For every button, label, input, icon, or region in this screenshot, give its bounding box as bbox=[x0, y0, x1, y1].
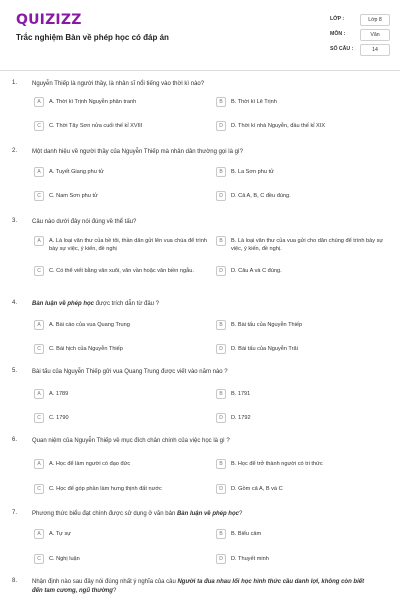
question-text-part: Một danh hiệu về người thầy của Nguyễn Thiếp mà nhân dân thường gọi là gì? bbox=[32, 149, 243, 155]
option-letter-box: A bbox=[34, 529, 44, 539]
question-number: 3. bbox=[12, 218, 18, 224]
option-label: C. Nghị luận bbox=[49, 556, 80, 562]
question-number: 8. bbox=[12, 578, 18, 584]
option-label: C. 1790 bbox=[49, 415, 69, 421]
question-text-emphasis: Bàn luận về phép học bbox=[176, 511, 239, 517]
option-label: B. Học để trở thành người có tri thức bbox=[231, 461, 323, 467]
meta-grade bbox=[330, 14, 390, 28]
question-text-part: Bài tấu của Nguyễn Thiếp gửi vua Quang Trung được viết vào năm nào ? bbox=[32, 369, 228, 375]
option-letter-box: B bbox=[216, 529, 226, 539]
meta-subject-label: MÔN : bbox=[330, 31, 346, 37]
question-text-part: Quan niệm của Nguyễn Thiếp về mục đích chân chính của việc học là gì ? bbox=[32, 438, 230, 444]
option-letter-box: A bbox=[34, 167, 44, 177]
option-label: C. Học để góp phần làm hưng thịnh đất nước bbox=[49, 486, 162, 492]
option-letter-box: B bbox=[216, 236, 226, 246]
question-text-part: ? bbox=[112, 587, 117, 594]
option-label: B. Biểu cảm bbox=[231, 531, 262, 537]
option-letter-box: A bbox=[34, 97, 44, 107]
option-label: A. Bài cáo của vua Quang Trung bbox=[49, 322, 130, 328]
question-text bbox=[32, 218, 372, 227]
option-label: C. Nam Sơn phu tử bbox=[49, 193, 98, 199]
option-label: B. Là loại văn thư của vua gửi cho dân chúng để trình bày sự việc, ý kiến, đề nghị. bbox=[231, 238, 384, 252]
option-letter-box: C bbox=[34, 344, 44, 354]
question-text bbox=[32, 80, 372, 89]
question-text-part: Nguyễn Thiếp là người thầy, là nhân sĩ nổi tiếng vào thời kì nào? bbox=[32, 81, 205, 87]
option-label: B. 1791 bbox=[231, 391, 251, 397]
option-label: D. Thuyết minh bbox=[231, 556, 269, 562]
meta-question-count bbox=[330, 44, 390, 58]
question-text bbox=[32, 300, 372, 309]
option-letter-box: C bbox=[34, 266, 44, 276]
option-letter-box: A bbox=[34, 389, 44, 399]
option-label: A. Học để làm người có đạo đức bbox=[49, 461, 131, 467]
option-label: A. Là loại văn thư của bề tôi, thần dân gửi lên vua chúa để trình bày sự việc, ý kiến, đề nghị bbox=[49, 238, 208, 252]
option-label: C. Thời Tây Sơn nửa cuối thế kỉ XVIII bbox=[49, 123, 143, 129]
option-letter-box: B bbox=[216, 97, 226, 107]
quizizz-logo: QUIZIZZ bbox=[16, 12, 82, 28]
option-letter-box: D bbox=[216, 191, 226, 201]
meta-subject-value: Văn bbox=[360, 29, 390, 41]
option-label: D. 1792 bbox=[231, 415, 251, 421]
option-label: D. Bài tấu của Nguyễn Trãi bbox=[231, 346, 298, 352]
question-text-part: ? bbox=[238, 511, 243, 517]
question-text-emphasis: Bàn luận về phép học bbox=[32, 301, 95, 307]
option-letter-box: C bbox=[34, 484, 44, 494]
option-letter-box: D bbox=[216, 484, 226, 494]
question-text-part: được trích dẫn từ đâu ? bbox=[94, 301, 160, 307]
question-text bbox=[32, 437, 372, 446]
option-label: A. Tuyết Giang phu tử bbox=[49, 169, 104, 175]
option-label: C. Bài hịch của Nguyễn Thiếp bbox=[49, 346, 123, 352]
page-title: Trắc nghiệm Bàn về phép học có đáp án bbox=[16, 33, 169, 42]
question-number: 2. bbox=[12, 148, 18, 154]
question-number: 1. bbox=[12, 80, 18, 86]
meta-question-count-label: SỐ CÂU : bbox=[330, 46, 354, 52]
question-text-part: Phương thức biểu đạt chính được sử dụng ở văn bản bbox=[32, 511, 177, 517]
question-text bbox=[32, 578, 372, 595]
option-letter-box: D bbox=[216, 266, 226, 276]
option-letter-box: B bbox=[216, 459, 226, 469]
option-letter-box: B bbox=[216, 167, 226, 177]
option-letter-box: A bbox=[34, 236, 44, 246]
question-number: 4. bbox=[12, 300, 18, 306]
question-number: 6. bbox=[12, 437, 18, 443]
option-letter-box: D bbox=[216, 413, 226, 423]
option-letter-box: D bbox=[216, 554, 226, 564]
meta-subject bbox=[330, 29, 390, 43]
option-letter-box: B bbox=[216, 320, 226, 330]
question-text-part: Câu nào dưới đây nói đúng về thể tấu? bbox=[32, 219, 137, 225]
option-label: A. Tự sự bbox=[49, 531, 71, 537]
option-label: A. 1789 bbox=[49, 391, 69, 397]
option-label: B. Bài tấu của Nguyễn Thiếp bbox=[231, 322, 303, 328]
option-letter-box: C bbox=[34, 554, 44, 564]
question-text bbox=[32, 368, 372, 377]
meta-grade-value: Lớp 8 bbox=[360, 14, 390, 26]
option-label: D. Câu A và C đúng. bbox=[231, 268, 282, 274]
option-label: D. Gồm cả A, B và C bbox=[231, 486, 283, 492]
header-divider bbox=[0, 70, 400, 71]
option-letter-box: A bbox=[34, 459, 44, 469]
option-letter-box: D bbox=[216, 344, 226, 354]
question-text bbox=[32, 510, 372, 519]
option-letter-box: C bbox=[34, 413, 44, 423]
option-letter-box: B bbox=[216, 389, 226, 399]
meta-question-count-value: 14 bbox=[360, 44, 390, 56]
question-number: 5. bbox=[12, 368, 18, 374]
worksheet-header bbox=[0, 0, 400, 70]
option-label: D. Thời kì nhà Nguyễn, đầu thế kỉ XIX bbox=[231, 123, 326, 129]
option-letter-box: C bbox=[34, 191, 44, 201]
question-text-emphasis: Người ta đua nhau lối học hình thức cầu danh lợi, không còn biết đến tam cương, ngũ thường bbox=[32, 579, 365, 594]
option-label: A. Thời kì Trịnh Nguyễn phân tranh bbox=[49, 99, 137, 105]
option-label: B. Thời kì Lê Trịnh bbox=[231, 99, 277, 105]
option-label: B. La Sơn phu tử bbox=[231, 169, 274, 175]
question-number: 7. bbox=[12, 510, 18, 516]
question-text bbox=[32, 148, 372, 157]
option-letter-box: C bbox=[34, 121, 44, 131]
option-label: D. Cả A, B, C đều đúng. bbox=[231, 193, 291, 199]
option-label: C. Có thể viết bằng văn xuôi, văn vần hoặc văn biền ngẫu. bbox=[49, 268, 194, 274]
question-text-part: Nhận định nào sau đây nói đúng nhất ý nghĩa của câu bbox=[32, 579, 178, 585]
option-letter-box: D bbox=[216, 121, 226, 131]
meta-grade-label: LỚP : bbox=[330, 16, 345, 22]
option-letter-box: A bbox=[34, 320, 44, 330]
